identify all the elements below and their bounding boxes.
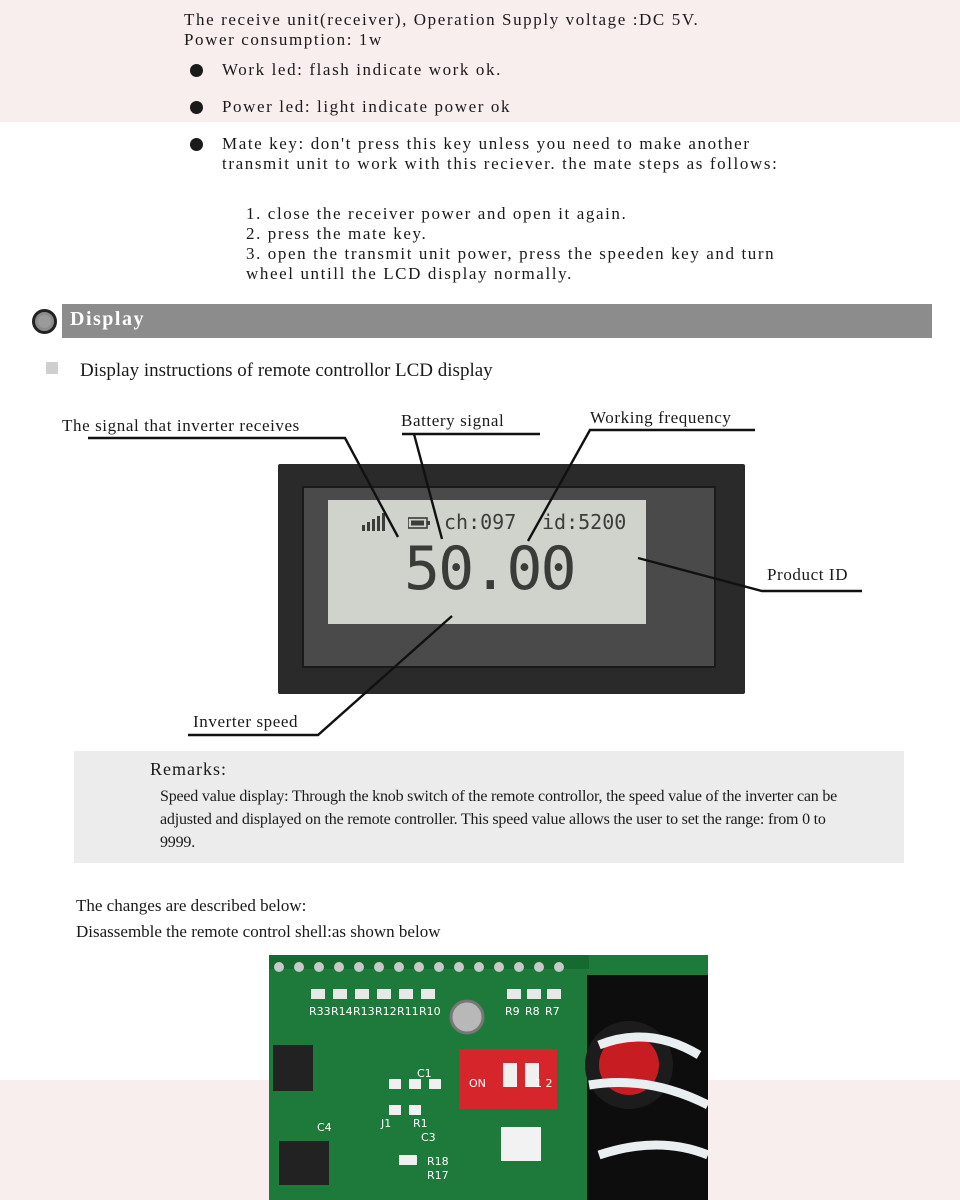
pcb-label: R1 xyxy=(413,1117,428,1130)
supply-voltage-line: The receive unit(receiver), Operation Supply voltage :DC 5V. xyxy=(184,10,700,29)
pcb-label: ON xyxy=(469,1077,486,1090)
step-1: 1. close the receiver power and open it again. xyxy=(246,204,628,223)
lcd-screen xyxy=(328,500,646,624)
square-bullet-icon xyxy=(46,362,58,374)
pcb-label: R12 xyxy=(375,1005,397,1018)
step-3: 3. open the transmit unit power, press the speeden key and turn wheel untill the LCD display normally. xyxy=(246,244,776,283)
pcb-label: R18 xyxy=(427,1155,449,1168)
remarks-body: Speed value display: Through the knob switch of the remote controllor, the speed value of the inverter can be adjusted and displayed on the remote controller. This speed value allows the user to set the range: from 0 to 9999. xyxy=(160,788,838,851)
pcb-label: 1 2 xyxy=(535,1077,553,1090)
lcd-speed-value: 50.00 xyxy=(404,534,575,604)
pcb-label: R17 xyxy=(427,1169,449,1182)
remarks-title: Remarks: xyxy=(150,759,227,779)
section-header-bar xyxy=(62,304,932,338)
lcd-photo xyxy=(278,464,745,694)
bullet-dot xyxy=(190,64,203,77)
pcb-illustration xyxy=(269,955,708,1200)
step-2: 2. press the mate key. xyxy=(246,224,428,243)
pcb-label: C1 xyxy=(417,1067,432,1080)
pcb-label: R13 xyxy=(353,1005,375,1018)
label-battery: Battery signal xyxy=(401,411,505,430)
battery-icon xyxy=(408,517,430,529)
changes-line-1: The changes are described below: xyxy=(76,896,307,915)
pcb-label: C4 xyxy=(317,1121,332,1134)
pcb-label: R33 xyxy=(309,1005,331,1018)
bullet-dot xyxy=(190,101,203,114)
mate-steps xyxy=(246,204,786,284)
display-subheading: Display instructions of remote controllor LCD display xyxy=(80,360,493,381)
intro-text xyxy=(184,10,884,50)
pcb-label: J1 xyxy=(381,1117,392,1130)
label-frequency: Working frequency xyxy=(590,408,732,427)
changes-line-2: Disassemble the remote control shell:as shown below xyxy=(76,922,441,941)
pcb-label: R7 xyxy=(545,1005,560,1018)
section-circle-icon xyxy=(32,309,57,334)
lcd-status-row xyxy=(362,510,632,532)
pcb-label: R10 xyxy=(419,1005,441,1018)
pcb-label: R11 xyxy=(397,1005,419,1018)
pcb-photo xyxy=(269,955,708,1200)
label-inverter-speed: Inverter speed xyxy=(193,712,299,731)
section-title: Display xyxy=(70,308,145,330)
pcb-label: R9 xyxy=(505,1005,520,1018)
label-signal: The signal that inverter receives xyxy=(62,416,300,435)
lcd-channel: ch:097 xyxy=(444,510,517,534)
signal-strength-icon xyxy=(362,513,390,531)
pcb-label: C3 xyxy=(421,1131,436,1144)
lcd-product-id: id:5200 xyxy=(542,510,627,534)
bullet-dot xyxy=(190,138,203,151)
remarks-box xyxy=(74,751,904,863)
pcb-label: R8 xyxy=(525,1005,540,1018)
pcb-label: R14 xyxy=(331,1005,353,1018)
label-product-id: Product ID xyxy=(767,565,849,584)
changes-text xyxy=(76,893,440,945)
power-consumption-line: Power consumption: 1w xyxy=(184,30,383,49)
